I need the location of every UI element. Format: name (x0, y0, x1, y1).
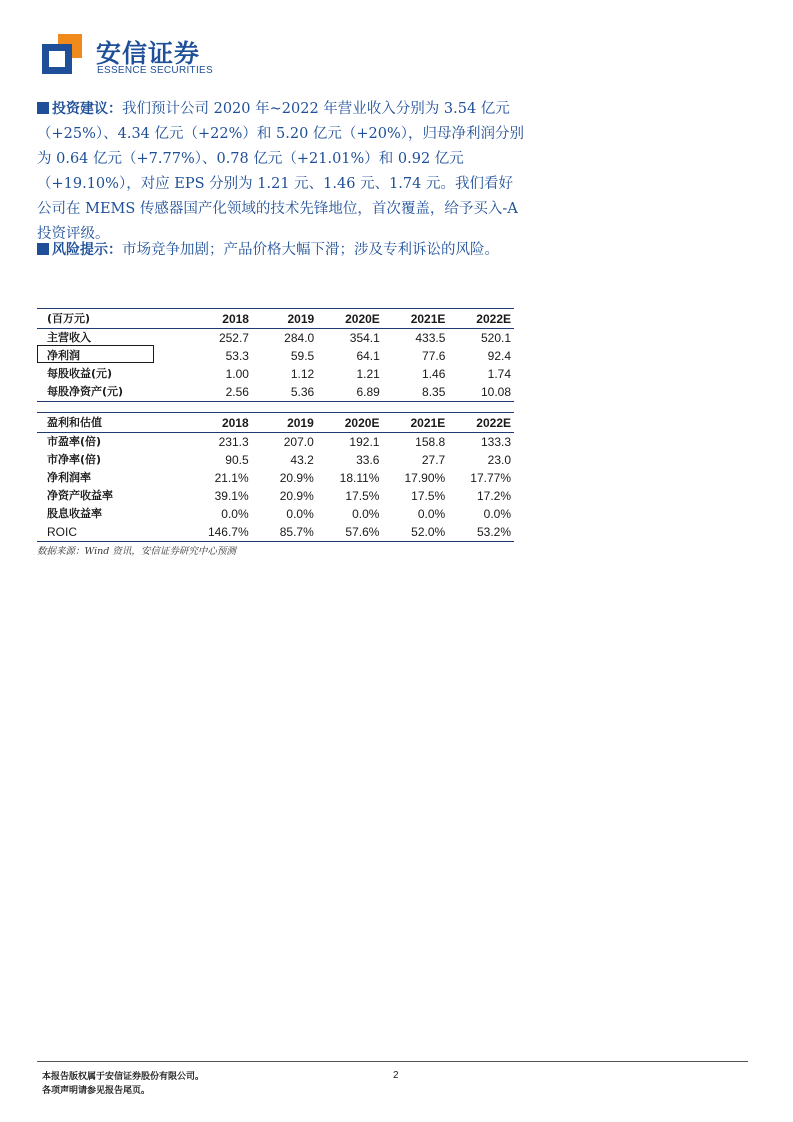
data-source-note: 数据来源：Wind 资讯，安信证券研究中心预测 (37, 546, 236, 557)
table-row (37, 523, 514, 542)
footer-divider (37, 1061, 748, 1062)
row-label: 净利润 (47, 349, 80, 362)
table-cell: 59.5 (290, 349, 315, 363)
table-cell: 2.56 (187, 383, 252, 402)
investment-lead: 投资建议： (52, 101, 122, 117)
table-header-cell: 2018 (186, 413, 252, 433)
table-cell: 17.5% (345, 489, 380, 503)
valuation-table (37, 412, 514, 542)
table-header-cell: 2022E (448, 413, 514, 433)
table-row (37, 505, 514, 523)
table-cell: 92.4 (487, 349, 511, 363)
row-label: 市净率(倍) (47, 453, 102, 466)
disclaimer-notice: 各项声明请参见报告尾页。 (42, 1086, 151, 1096)
net-profit-highlight-box (37, 345, 154, 363)
table-cell: 53.3 (225, 349, 249, 363)
table-cell: 52.0% (382, 523, 448, 542)
table-cell: 1.12 (290, 367, 315, 381)
row-label: 股息收益率 (47, 507, 102, 520)
table-header-cell: 2020E (317, 309, 383, 329)
table-cell: 231.3 (218, 435, 249, 449)
table-header-cell: 2019 (252, 309, 317, 329)
table-header-cell: 2020E (317, 413, 383, 433)
table-cell: 0.0% (417, 507, 446, 521)
table-cell: 252.7 (218, 331, 249, 345)
table-cell: 284.0 (284, 331, 315, 345)
table-cell: 39.1% (214, 489, 249, 503)
table-cell: 23.0 (487, 453, 511, 467)
table-cell: 0.0% (483, 507, 511, 521)
table-cell: 17.2% (476, 489, 511, 503)
table-row (37, 433, 514, 452)
table-cell: 0.0% (286, 507, 314, 521)
row-label: 净利润率 (47, 471, 91, 484)
table-cell: 5.36 (252, 383, 317, 402)
table-cell: 64.1 (356, 349, 380, 363)
table-cell: 1.46 (422, 367, 446, 381)
table-cell: 90.5 (225, 453, 249, 467)
table-header-cell: 2021E (383, 309, 449, 329)
row-label: 每股收益(元) (47, 367, 113, 380)
table-cell: 77.6 (422, 349, 446, 363)
table-cell: 57.6% (317, 523, 383, 542)
table-header-cell: 2021E (382, 413, 448, 433)
investment-text: 我们预计公司 2020 年~2022 年营业收入分别为 3.54 亿元（+25%）、4.34 亿元（+22%）和 5.20 亿元（+20%），归母净利润分别为 0.64 亿元（+7.77%）、0.78 亿元（+21.01%）和 0.92 亿元（+19.10%），对应 EPS 分别为 1.21 元、1.46 元、1.74 元。我们看好公司在 MEMS 传感器国产化领域的技术先锋地位，首次覆盖，给予买入-A 投资评级。 (37, 101, 525, 242)
copyright-notice: 本报告版权属于安信证券股份有限公司。 (42, 1072, 205, 1082)
table-row (37, 451, 514, 469)
table-cell: 33.6 (356, 453, 380, 467)
table-cell: 20.9% (279, 489, 314, 503)
risk-text: 市场竞争加剧；产品价格大幅下滑；涉及专利诉讼的风险。 (122, 242, 499, 258)
table-cell: 53.2% (448, 523, 514, 542)
row-label: 每股净资产(元) (37, 383, 187, 402)
table-cell: 21.1% (214, 471, 249, 485)
table-cell: 43.2 (290, 453, 314, 467)
table-row (37, 383, 514, 402)
table-cell: 27.7 (421, 453, 446, 467)
table-header-cell: 2018 (187, 309, 252, 329)
table-cell: 10.08 (448, 383, 514, 402)
logo-mark-icon (42, 32, 84, 76)
table-header-cell: 2022E (448, 309, 514, 329)
logo-chinese-text: 安信证券 (96, 39, 201, 68)
table-cell: 18.11% (339, 471, 380, 485)
table-header-cell: 盈利和估值 (37, 413, 186, 433)
table-cell: 85.7% (252, 523, 317, 542)
table-cell: 192.1 (349, 435, 380, 449)
page-number: 2 (393, 1070, 399, 1081)
table-cell: 17.90% (404, 471, 446, 485)
table-cell: 1.74 (487, 367, 511, 381)
table-cell: 520.1 (480, 331, 511, 345)
table-header-cell: (百万元) (37, 309, 187, 329)
table-cell: 158.8 (415, 435, 446, 449)
table-cell: 17.77% (470, 471, 511, 485)
row-label: ROIC (37, 523, 186, 542)
table-cell: 207.0 (283, 435, 314, 449)
table-row (37, 365, 514, 383)
table-cell: 1.21 (356, 367, 380, 381)
table-cell: 8.35 (383, 383, 449, 402)
table-cell: 1.00 (225, 367, 249, 381)
table-cell: 133.3 (480, 435, 511, 449)
bullet-square-icon (37, 102, 49, 114)
table-cell: 354.1 (349, 331, 380, 345)
risk-paragraph (37, 238, 525, 263)
table-header-row (37, 309, 514, 329)
row-label: 主营收入 (47, 331, 91, 344)
risk-lead: 风险提示： (52, 242, 122, 258)
table-cell: 17.5% (411, 489, 446, 503)
bullet-square-icon (37, 243, 49, 255)
row-label: 市盈率(倍) (47, 435, 102, 448)
investment-paragraph (37, 97, 525, 247)
table-cell: 0.0% (221, 507, 249, 521)
table-cell: 433.5 (415, 331, 446, 345)
table-cell: 0.0% (352, 507, 380, 521)
table-row (37, 487, 514, 505)
table-cell: 146.7% (186, 523, 252, 542)
table-header-cell: 2019 (252, 413, 317, 433)
company-logo (42, 32, 222, 80)
row-label: 净资产收益率 (47, 489, 113, 502)
table-row (37, 469, 514, 487)
table-cell: 6.89 (317, 383, 383, 402)
table-header-row (37, 413, 514, 433)
table-cell: 20.9% (279, 471, 314, 485)
logo-english-text: ESSENCE SECURITIES (97, 65, 213, 76)
